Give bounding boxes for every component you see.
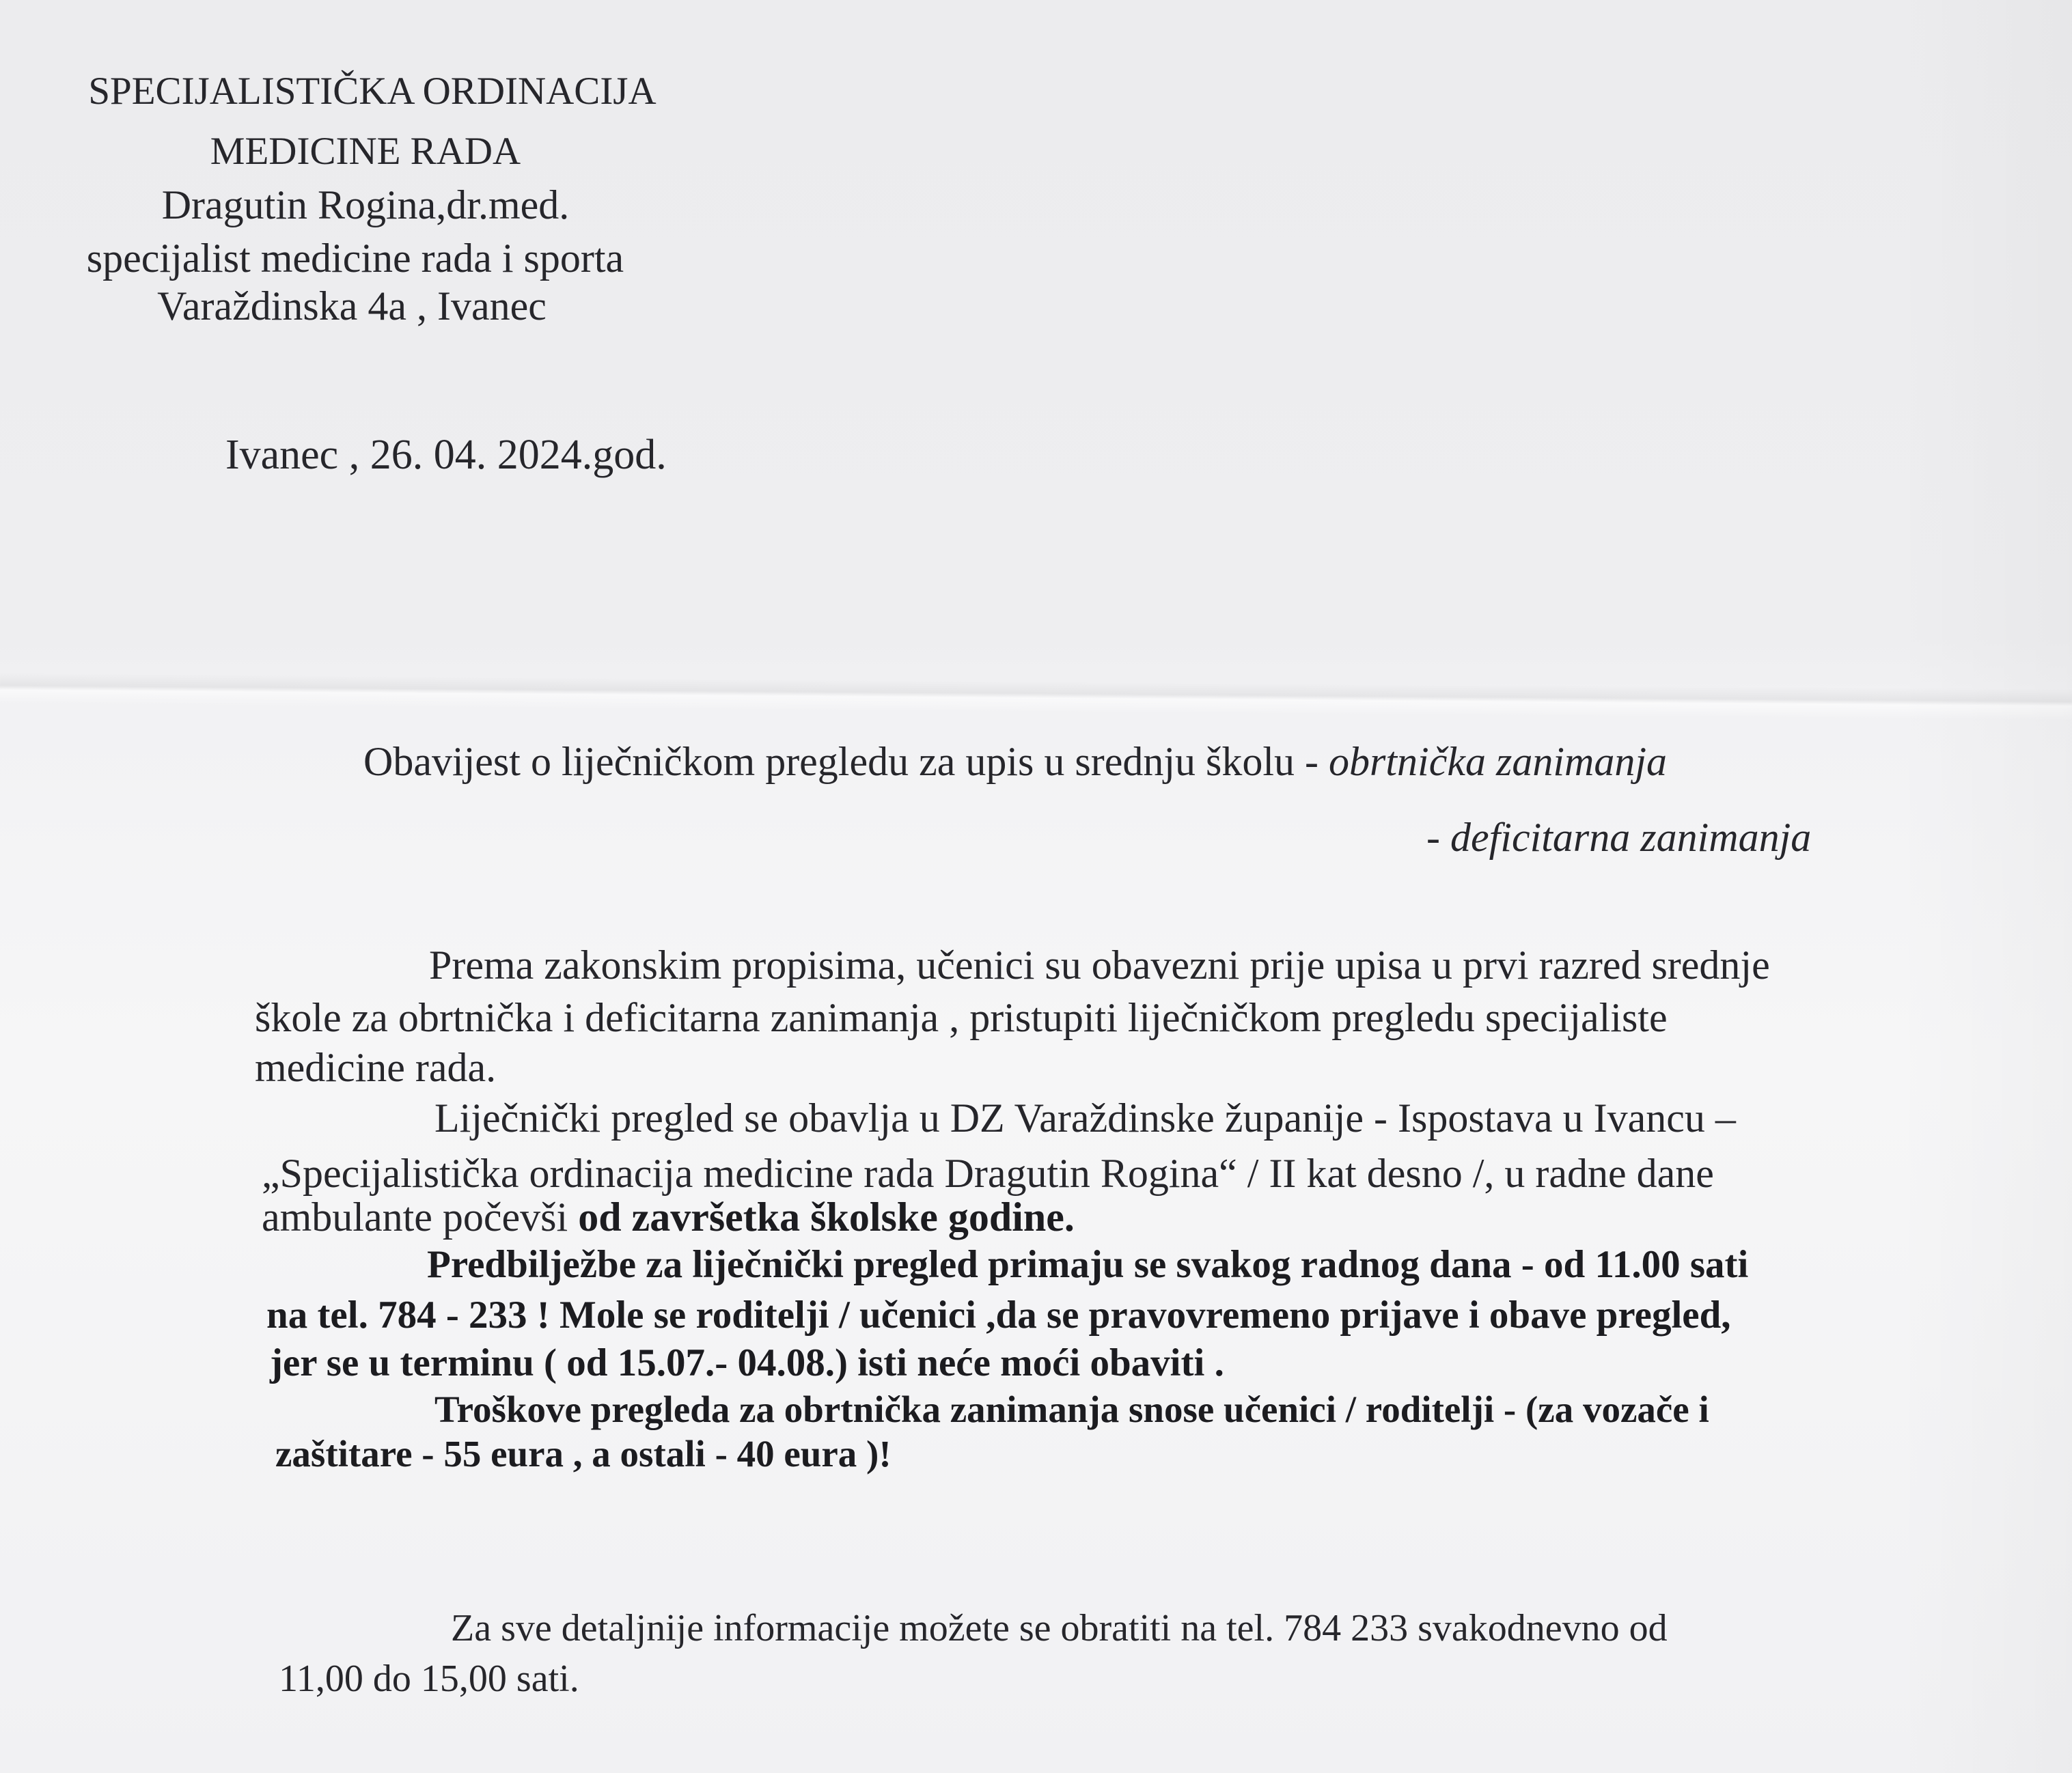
letterhead-address: Varaždinska 4a , Ivanec (157, 283, 547, 329)
body-p4-line2: zaštitare - 55 eura , a ostali - 40 eura )! (275, 1433, 892, 1475)
body-p1-line1: Prema zakonskim propisima, učenici su obavezni prije upisa u prvi razred srednje (429, 943, 1770, 988)
body-p2-line3 (262, 1197, 1075, 1238)
subject-item-deficit: - deficitarna zanimanja (1426, 815, 1812, 860)
paper-fold-crease (0, 673, 2072, 721)
footer-info-line1: Za sve detaljnije informacije možete se obratiti na tel. 784 233 svakodnevno od (451, 1607, 1668, 1649)
letterhead-doctor-title: specijalist medicine rada i sporta (86, 236, 624, 281)
subject-item-crafts: obrtnička zanimanja (1329, 739, 1668, 784)
body-p3-line2: na tel. 784 - 233 ! Mole se roditelji / učenici ,da se pravovremeno prijave i obave pregled, (266, 1294, 1731, 1337)
body-p4-line1: Troškove pregleda za obrtnička zanimanja snose učenici / roditelji - (za vozače i (434, 1388, 1709, 1430)
paper-shadow (1894, 0, 2072, 1773)
body-p2-line3-normal: ambulante počevši (262, 1195, 568, 1240)
body-p2-line1: Liječnički pregled se obavlja u DZ Varaždinske županije - Ispostava u Ivancu – (434, 1095, 1736, 1141)
footer-info-line2: 11,00 do 15,00 sati. (279, 1658, 579, 1700)
letter-date: Ivanec , 26. 04. 2024.god. (225, 432, 667, 478)
body-p1-line3: medicine rada. (255, 1045, 497, 1090)
letterhead-specialty: MEDICINE RADA (210, 130, 521, 173)
body-p3-line1: Predbilježbe za liječnički pregled primaju se svakog radnog dana - od 11.00 sati (427, 1243, 1749, 1286)
letterhead-doctor-name: Dragutin Rogina,dr.med. (161, 182, 570, 227)
body-p2-line3-bold: od završetka školske godine. (578, 1195, 1075, 1240)
body-p3-line3: jer se u terminu ( od 15.07.- 04.08.) isti neće moći obaviti . (270, 1341, 1224, 1384)
body-p1-line2: škole za obrtnička i deficitarna zanimanja , pristupiti liječničkom pregledu specijaliste (255, 995, 1668, 1040)
subject-main: Obavijest o liječničkom pregledu za upis u srednju školu - (363, 739, 1319, 784)
body-p2-line2: „Specijalistička ordinacija medicine rada Dragutin Rogina“ / II kat desno /, u radne dane (262, 1151, 1714, 1196)
subject-line (363, 741, 1667, 782)
letterhead-office-name: SPECIJALISTIČKA ORDINACIJA (88, 70, 657, 113)
